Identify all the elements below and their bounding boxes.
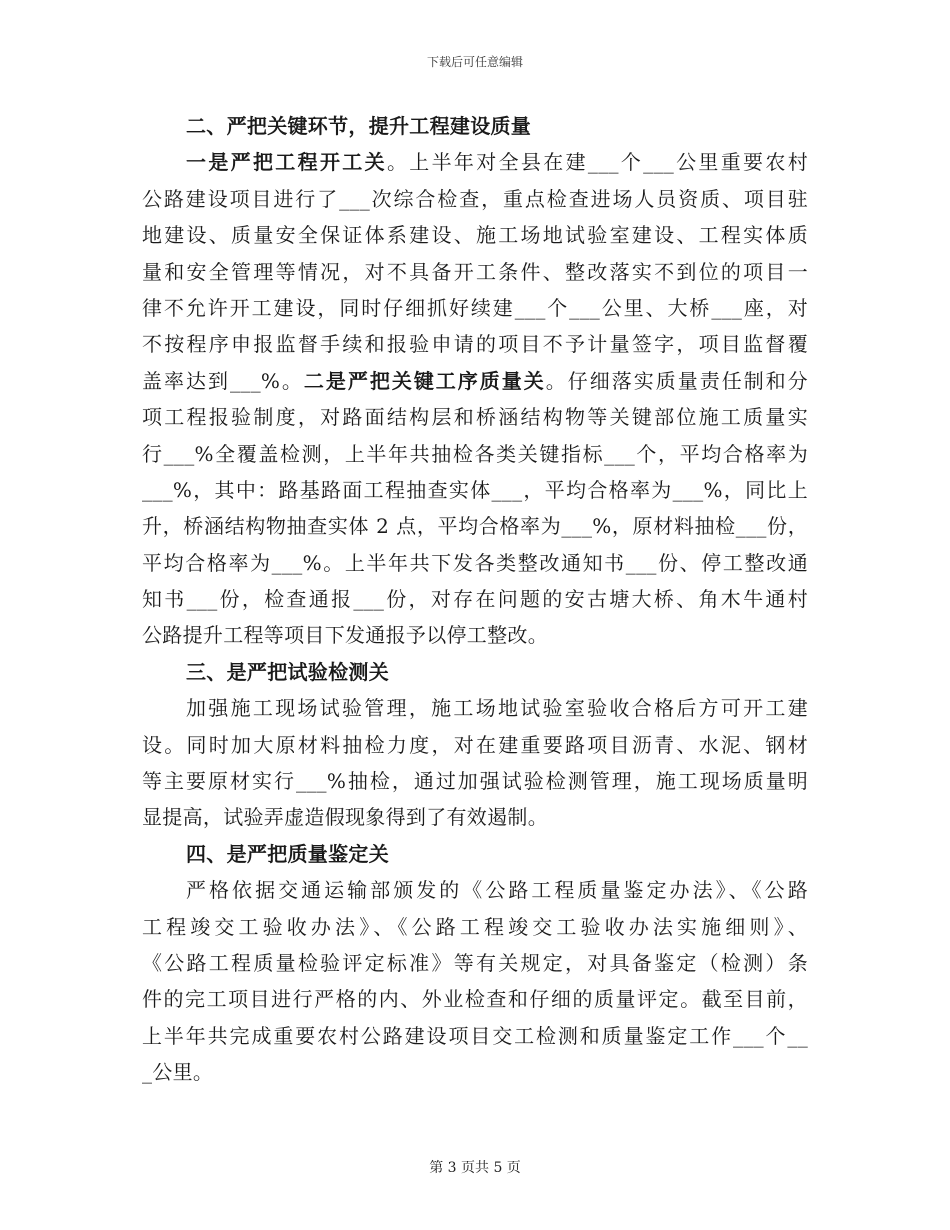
text-line bbox=[142, 181, 808, 217]
body-text: 公路提升工程等项目下发通报予以停工整改。 bbox=[142, 623, 548, 648]
text-line bbox=[142, 945, 808, 981]
body-text: 设。同时加大原材料抽检力度，对在建重要路项目沥青、水泥、钢材 bbox=[142, 732, 808, 757]
body-text: 公路建设项目进行了___次综合检查，重点检查进场人员资质、项目驻 bbox=[142, 186, 808, 211]
text-line bbox=[142, 909, 808, 945]
body-text: 律不允许开工建设，同时仔细抓好续建___个___公里、大桥___座，对 bbox=[142, 295, 808, 320]
text-line bbox=[142, 727, 808, 763]
text-line bbox=[142, 472, 808, 508]
section-heading bbox=[142, 654, 808, 690]
text-line bbox=[142, 436, 808, 472]
body-text: 等主要原材实行___%抽检，通过加强试验检测管理，施工现场质量明 bbox=[142, 769, 808, 794]
text-line bbox=[142, 545, 808, 581]
body-text: 上半年共完成重要农村公路建设项目交工检测和质量鉴定工作___个__ bbox=[142, 1023, 808, 1048]
text-line bbox=[142, 763, 808, 799]
body-text: 工程竣交工验收办法》、《公路工程竣交工验收办法实施细则》、 bbox=[142, 914, 808, 939]
body-text: 地建设、质量安全保证体系建设、施工场地试验室建设、工程实体质 bbox=[142, 223, 808, 248]
bold-text: 三、是严把试验检测关 bbox=[186, 659, 389, 684]
section-heading bbox=[142, 836, 808, 872]
text-line bbox=[142, 290, 808, 326]
body-text: 显提高，试验弄虚造假现象得到了有效遏制。 bbox=[142, 805, 548, 830]
body-text: 。仔细落实质量责任制和分 bbox=[545, 368, 808, 393]
text-line bbox=[142, 144, 808, 180]
bold-text: 二、严把关键环节，提升工程建设质量 bbox=[186, 114, 532, 138]
text-line bbox=[142, 326, 808, 362]
body-text: _公里。 bbox=[142, 1060, 214, 1085]
text-line bbox=[142, 399, 808, 435]
section-heading bbox=[142, 108, 808, 144]
document-body bbox=[142, 108, 808, 1091]
body-text: 件的完工项目进行严格的内、外业检查和仔细的质量评定。截至目前， bbox=[142, 987, 808, 1012]
body-text: 平均合格率为___%。上半年共下发各类整改通知书___份、停工整改通 bbox=[142, 550, 808, 575]
text-line bbox=[142, 981, 808, 1017]
body-text: 行___%全覆盖检测，上半年共抽检各类关键指标___个，平均合格率为 bbox=[142, 441, 808, 466]
text-line bbox=[142, 217, 808, 253]
text-line bbox=[142, 508, 808, 544]
body-text: 量和安全管理等情况，对不具备开工条件、整改落实不到位的项目一 bbox=[142, 259, 808, 284]
body-text: 知书___份，检查通报___份，对存在问题的安古塘大桥、角木牛通村 bbox=[142, 587, 808, 612]
body-text: 盖率达到___%。 bbox=[142, 368, 304, 393]
text-line bbox=[142, 1018, 808, 1054]
text-line bbox=[142, 1054, 808, 1090]
body-text: 。上半年对全县在建___个___公里重要农村 bbox=[386, 150, 808, 175]
body-text: 加强施工现场试验管理，施工场地试验室验收合格后方可开工建 bbox=[186, 696, 808, 721]
bold-text: 二是严把关键工序质量关 bbox=[303, 368, 546, 393]
bold-text: 一是严把工程开工关 bbox=[186, 150, 387, 175]
text-line bbox=[142, 581, 808, 617]
body-text: ___%，其中：路基路面工程抽查实体___，平均合格率为___%，同比上 bbox=[142, 477, 808, 502]
body-text: 严格依据交通运输部颁发的《公路工程质量鉴定办法》、《公路 bbox=[186, 878, 808, 903]
text-line bbox=[142, 872, 808, 908]
body-text: 项工程报验制度，对路面结构层和桥涵结构物等关键部位施工质量实 bbox=[142, 405, 808, 430]
body-text: 升，桥涵结构物抽查实体 2 点，平均合格率为___%，原材料抽检___份， bbox=[142, 514, 808, 539]
bold-text: 四、是严把质量鉴定关 bbox=[186, 841, 389, 866]
body-text: 不按程序申报监督手续和报验申请的项目不予计量签字，项目监督覆 bbox=[142, 332, 808, 357]
text-line bbox=[142, 799, 808, 835]
page-header: 下载后可任意编辑 bbox=[426, 55, 523, 69]
page-footer: 第 3 页共 5 页 bbox=[429, 1160, 521, 1176]
text-line bbox=[142, 617, 808, 653]
text-line bbox=[142, 254, 808, 290]
text-line bbox=[142, 690, 808, 726]
body-text: 《公路工程质量检验评定标准》等有关规定，对具备鉴定（检测）条 bbox=[142, 950, 808, 975]
text-line bbox=[142, 363, 808, 399]
